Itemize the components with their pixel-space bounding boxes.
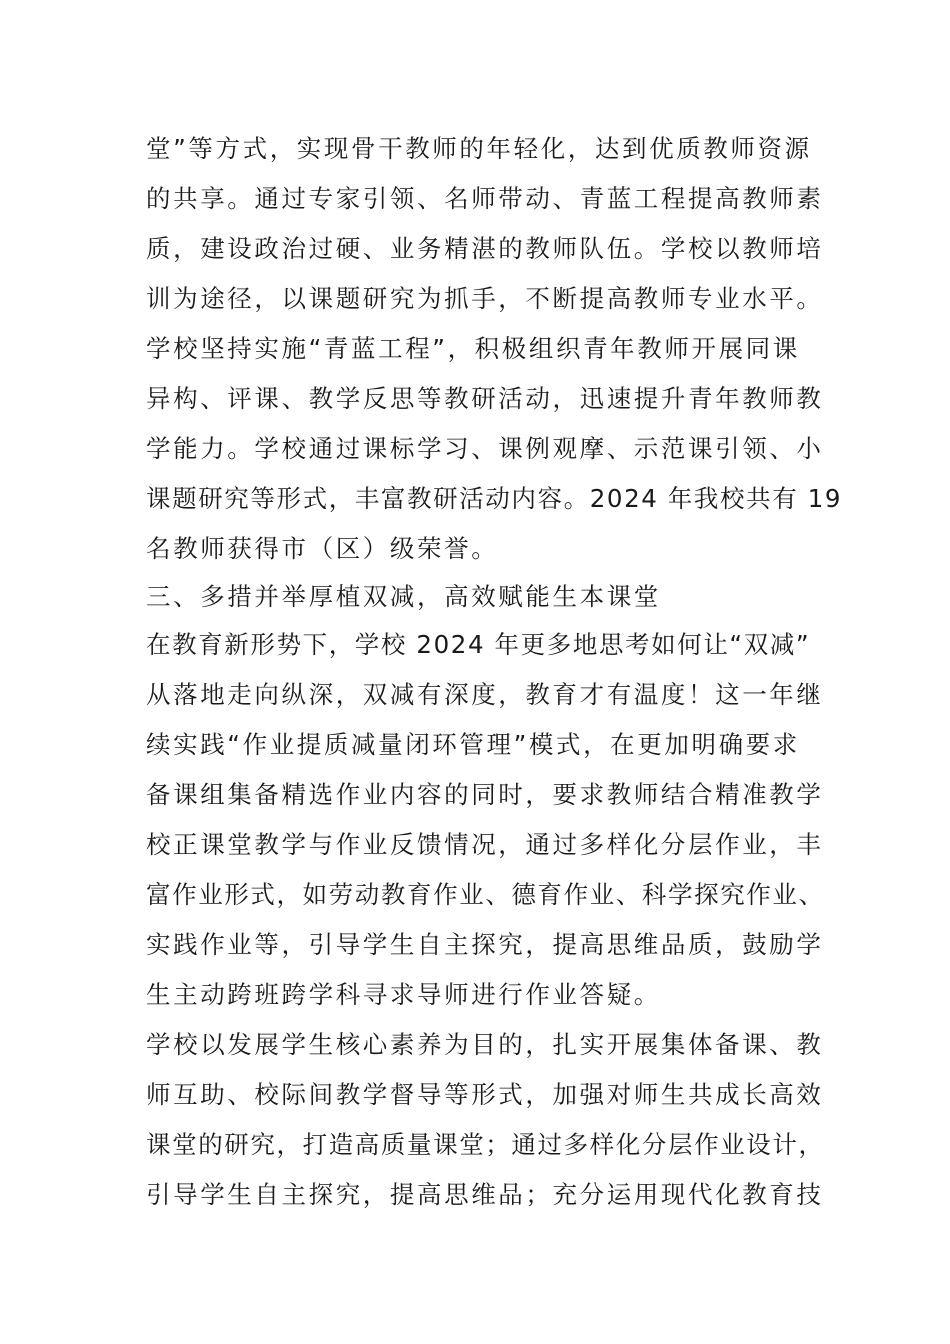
paragraph-line: 课堂的研究，打造高质量课堂；通过多样化分层作业设计， bbox=[146, 1130, 825, 1159]
paragraph-line: 从落地走向纵深，双减有深度，教育才有温度！这一年继 bbox=[146, 680, 824, 709]
paragraph-line: 实践作业等，引导学生自主探究，提高思维品质，鼓励学 bbox=[146, 930, 824, 959]
paragraph-line: 名教师获得市（区）级荣誉。 bbox=[146, 534, 499, 563]
paragraph-line: 异构、评课、教学反思等教研活动，迅速提升青年教师教 bbox=[146, 384, 824, 413]
paragraph-line: 校正课堂教学与作业反馈情况，通过多样化分层作业，丰 bbox=[146, 830, 824, 859]
paragraph-line: 的共享。通过专家引领、名师带动、青蓝工程提高教师素 bbox=[146, 184, 824, 213]
section-heading: 三、多措并举厚植双减，高效赋能生本课堂 bbox=[146, 582, 661, 611]
paragraph-line: 堂”等方式，实现骨干教师的年轻化，达到优质教师资源 bbox=[146, 134, 812, 163]
paragraph-line: 学校以发展学生核心素养为目的，扎实开展集体备课、教 bbox=[146, 1030, 824, 1059]
paragraph-line: 在教育新形势下，学校 2024 年更多地思考如何让“双减” bbox=[146, 630, 811, 659]
paragraph-line: 师互助、校际间教学督导等形式，加强对师生共成长高效 bbox=[146, 1080, 824, 1109]
paragraph-line: 训为途径，以课题研究为抓手，不断提高教师专业水平。 bbox=[146, 284, 824, 313]
paragraph-line: 学能力。学校通过课标学习、课例观摩、示范课引领、小 bbox=[146, 434, 824, 463]
paragraph-line: 富作业形式，如劳动教育作业、德育作业、科学探究作业、 bbox=[146, 880, 825, 909]
paragraph-line: 学校坚持实施“青蓝工程”，积极组织青年教师开展同课 bbox=[146, 334, 800, 363]
paragraph-line: 备课组集备精选作业内容的同时，要求教师结合精准教学 bbox=[146, 780, 824, 809]
paragraph-line: 课题研究等形式，丰富教研活动内容。2024 年我校共有 19 bbox=[146, 484, 843, 513]
paragraph-line: 生主动跨班跨学科寻求导师进行作业答疑。 bbox=[146, 980, 661, 1009]
paragraph-line: 引导学生自主探究，提高思维品；充分运用现代化教育技 bbox=[146, 1180, 824, 1209]
paragraph-line: 质，建设政治过硬、业务精湛的教师队伍。学校以教师培 bbox=[146, 234, 824, 263]
paragraph-line: 续实践“作业提质减量闭环管理”模式，在更加明确要求 bbox=[146, 730, 800, 759]
